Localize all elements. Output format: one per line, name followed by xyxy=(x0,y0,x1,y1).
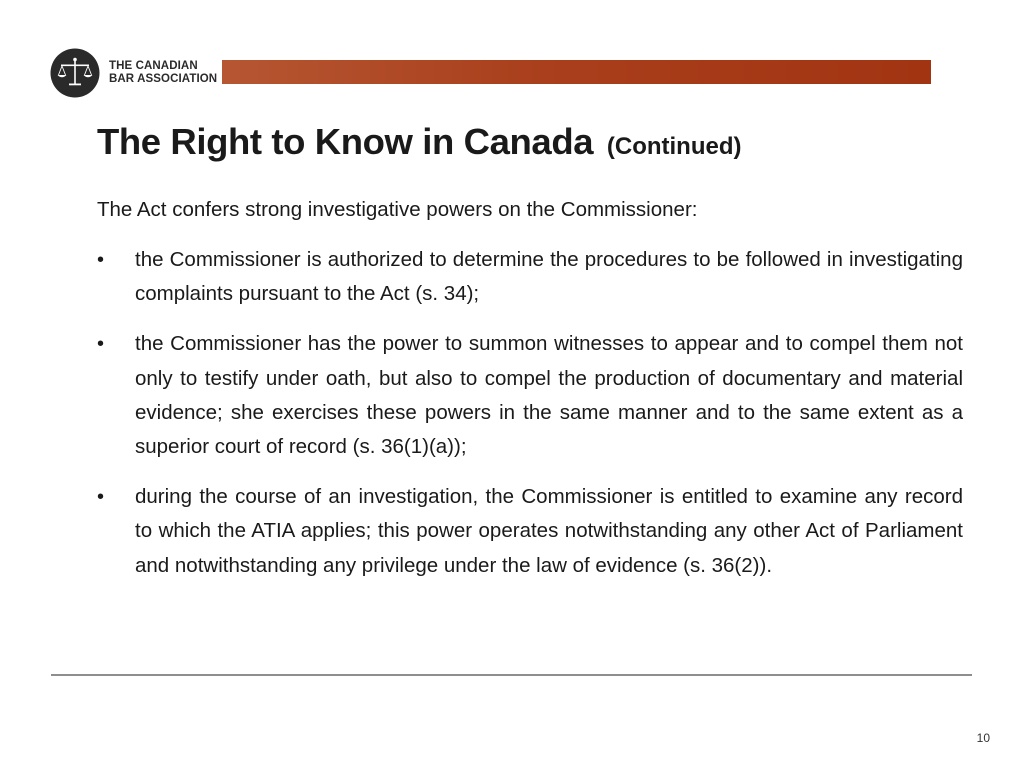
logo-line-1: THE CANADIAN xyxy=(109,60,198,72)
logo-line-2: BAR ASSOCIATION xyxy=(109,73,218,85)
bullet-item xyxy=(97,327,963,464)
bullet-list xyxy=(97,243,963,599)
cba-logo xyxy=(50,48,217,98)
header-accent-bar xyxy=(222,60,931,84)
footer-divider xyxy=(51,674,972,676)
bullet-text: the Commissioner is authorized to determine the procedures to be followed in investigating complaints pursuant to the Act (s. 34); xyxy=(135,248,963,306)
bullet-text: the Commissioner has the power to summon witnesses to appear and to compel them not only to testify under oath, but also to compel the production of documentary and material evidence; she exercises these powers in the same manner and to the same extent as a superior court of record (s. 36(1)(a)); xyxy=(135,332,963,459)
intro-text: The Act confers strong investigative powers on the Commissioner: xyxy=(97,198,698,221)
slide-title-main: The Right to Know in Canada xyxy=(97,121,594,162)
slide-title xyxy=(97,121,742,163)
slide-title-subtitle: (Continued) xyxy=(606,133,742,160)
bullet-marker: • xyxy=(97,333,105,356)
scales-of-justice-icon xyxy=(50,48,100,98)
bullet-item xyxy=(97,480,963,583)
bullet-text: during the course of an investigation, the Commissioner is entitled to examine any record to which the ATIA applies; this power operates notwithstanding any other Act of Parliament and notwithstanding any privilege under the law of evidence (s. 36(2)). xyxy=(135,485,963,577)
bullet-marker: • xyxy=(97,486,105,509)
bullet-marker: • xyxy=(97,249,105,271)
bullet-item xyxy=(97,243,963,311)
page-number: 10 xyxy=(976,731,990,745)
logo-wordmark xyxy=(109,60,217,86)
